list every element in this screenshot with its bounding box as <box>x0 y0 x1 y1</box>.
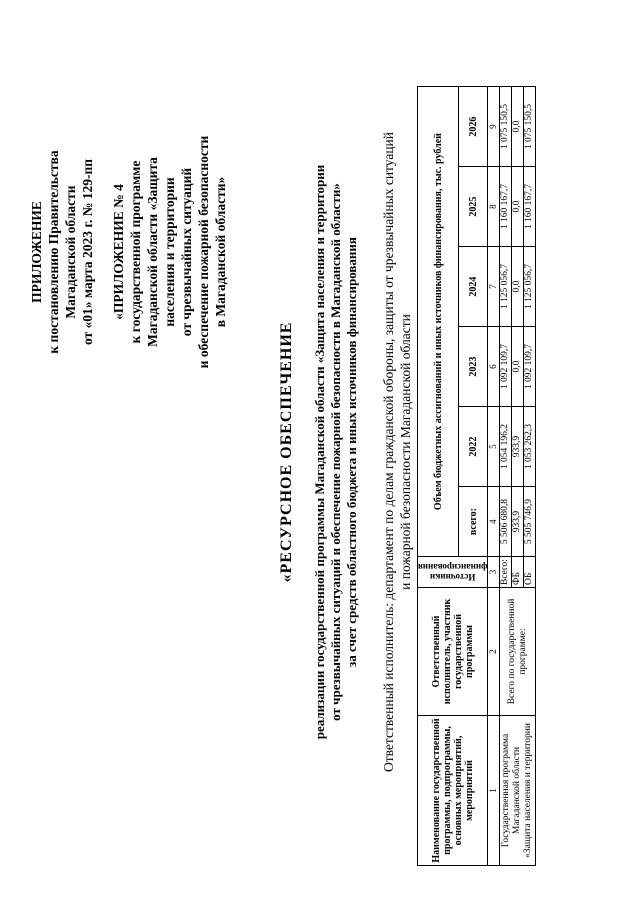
sub-appendix-line: Магаданской области «Защита <box>145 157 160 347</box>
sub-appendix-line: и обеспечение пожарной безопасности <box>196 135 211 369</box>
value-cell: 1 125 056,7 <box>524 247 536 327</box>
value-cell: 1 092 109,7 <box>524 327 536 407</box>
appendix-title: ПРИЛОЖЕНИЕ <box>29 201 44 303</box>
value-cell: 1 053 262,3 <box>524 407 536 487</box>
header-row <box>418 87 459 866</box>
header-executor: Ответственный исполнитель, участник государственной программы <box>418 588 488 716</box>
header-source <box>418 557 488 588</box>
column-number: 4 <box>488 487 500 557</box>
column-number: 3 <box>488 557 500 588</box>
title-line: реализации государственной программы Магаданской области «Защита населения и территории <box>312 164 327 740</box>
value-cell: 5 505 746,9 <box>524 487 536 557</box>
executor-cell: Всего по государственной программе: <box>500 588 536 716</box>
value-cell: 933,9 <box>512 407 524 487</box>
responsible-line: и пожарной безопасности Магаданской области <box>398 314 413 590</box>
appendix-line: Магаданской области <box>63 185 78 319</box>
value-cell: 5 506 680,8 <box>500 487 512 557</box>
sub-appendix-line: к государственной программе <box>128 160 143 344</box>
appendix-line: от «01» марта 2023 г. № 129-пп <box>80 158 95 346</box>
source-cell: ФБ <box>512 557 524 588</box>
value-cell: 1 160 167,7 <box>500 167 512 247</box>
column-number: 2 <box>488 588 500 716</box>
sub-appendix-line: населения и территории <box>162 177 177 327</box>
responsible-line: Ответственный исполнитель: департамент по делам гражданской обороны, защиты от чрезвычайных ситуаций <box>381 131 396 773</box>
document-title <box>278 12 360 892</box>
value-cell: 0,0 <box>512 167 524 247</box>
value-cell: 0,0 <box>512 87 524 167</box>
column-number: 5 <box>488 407 500 487</box>
column-number: 7 <box>488 247 500 327</box>
program-name-line: Государственная программа <box>501 733 512 848</box>
sub-appendix-title: «ПРИЛОЖЕНИЕ № 4 <box>111 184 126 320</box>
header-source-label: Источники финансирования <box>417 562 488 583</box>
resource-table <box>417 86 536 866</box>
value-cell: 1 075 150,5 <box>524 87 536 167</box>
value-cell: 1 092 109,7 <box>500 327 512 407</box>
value-cell: 1 160 167,7 <box>524 167 536 247</box>
appendix-line: к постановлению Правительства <box>46 150 61 354</box>
source-cell: Всего: <box>500 557 512 588</box>
rotated-document-page <box>20 12 620 892</box>
title-line: от чрезвычайных ситуаций и обеспечение пожарной безопасности в Магаданской области» <box>328 183 343 721</box>
sub-appendix-line: от чрезвычайных ситуаций <box>179 167 194 337</box>
source-cell: ОБ <box>524 557 536 588</box>
appendix-block <box>28 72 229 432</box>
header-name: Наименование государственной программы, подпрограммы, основных мероприятий, мероприятий <box>418 716 488 866</box>
responsible-executor <box>380 42 414 862</box>
title-main: «РЕСУРСНОЕ ОБЕСПЕЧЕНИЕ <box>278 321 295 583</box>
program-name-line: «Защита населения и территории <box>523 723 534 858</box>
header-year: 2023 <box>459 327 488 407</box>
program-name-line: Магаданской области <box>512 746 523 835</box>
value-cell: 933,9 <box>512 487 524 557</box>
table-row <box>500 87 512 866</box>
header-year: 2022 <box>459 407 488 487</box>
header-year: 2025 <box>459 167 488 247</box>
value-cell: 0,0 <box>512 247 524 327</box>
column-number: 1 <box>488 716 500 866</box>
program-name-cell <box>500 716 536 866</box>
value-cell: 0,0 <box>512 327 524 407</box>
value-cell: 1 075 150,5 <box>500 87 512 167</box>
title-line: за счет средств областного бюджета и иных источников финансирования <box>344 237 359 667</box>
header-volume: Объем бюджетных ассигнований и иных источников финансирования, тыс. рублей <box>418 87 459 557</box>
column-number: 8 <box>488 167 500 247</box>
header-year: 2024 <box>459 247 488 327</box>
column-number-row <box>488 87 500 866</box>
header-total: всего: <box>459 487 488 557</box>
value-cell: 1 054 196,2 <box>500 407 512 487</box>
column-number: 6 <box>488 327 500 407</box>
column-number: 9 <box>488 87 500 167</box>
header-year: 2026 <box>459 87 488 167</box>
value-cell: 1 125 056,7 <box>500 247 512 327</box>
sub-appendix-line: в Магаданской области» <box>213 176 228 328</box>
